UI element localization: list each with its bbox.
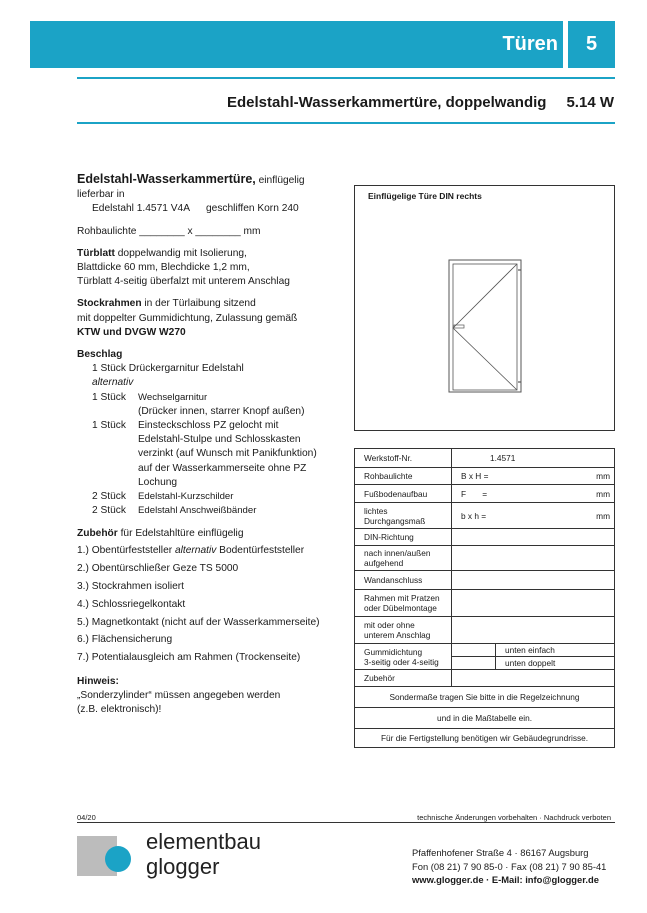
door-leaf-line1: doppelwandig mit Isolierung, [117, 247, 247, 259]
frame-label: Stockrahmen [77, 298, 142, 310]
section-title: Türen [502, 33, 558, 55]
hardware-item3-e: Lochung [138, 476, 178, 488]
divider-top [77, 77, 615, 79]
opening-value-cell[interactable] [452, 546, 615, 571]
seal-option-1: unten einfach [496, 644, 615, 657]
door-leaf-label: Türblatt [77, 247, 115, 259]
frame-mount-value-cell[interactable] [452, 590, 615, 617]
hardware-item2-a: Wechselgarnitur [138, 391, 208, 403]
finish: geschliffen Korn 240 [206, 203, 299, 215]
clear-value: b x h = [461, 510, 487, 521]
material: Edelstahl 1.4571 V4A [92, 203, 190, 215]
hardware-item3-b: Edelstahl-Stulpe und Schlosskasten [138, 434, 301, 446]
hardware-item3-qty: 1 Stück [92, 420, 126, 432]
frame-block [77, 297, 347, 340]
accessories-title: Zubehör [77, 528, 118, 540]
clear-label: lichtes Durchgangsmaß [355, 503, 452, 529]
raw-label: Rohbaulichte [355, 468, 452, 485]
figure-caption: Einflügelige Türe DIN rechts [368, 191, 482, 201]
door-leaf-block [77, 247, 347, 290]
web-line[interactable]: www.glogger.de · E-Mail: info@glogger.de [412, 874, 599, 885]
page-code: 5.14 W [566, 94, 614, 111]
company-address [412, 846, 615, 887]
din-value-cell[interactable] [452, 529, 615, 546]
product-title: Edelstahl-Wasserkammertüre, [77, 172, 256, 186]
version: 04/20 [77, 813, 96, 822]
product-block [77, 172, 347, 239]
note-title: Hinweis: [77, 676, 119, 688]
row-opening [355, 546, 615, 571]
floor-unit: mm [596, 488, 610, 499]
header-band [30, 21, 563, 68]
frame-line3: KTW und DVGW W270 [77, 326, 186, 338]
hardware-item3-a: Einsteckschloss PZ gelocht mit [138, 420, 279, 432]
material-label: Werkstoff-Nr. [355, 449, 452, 468]
wall-value-cell[interactable] [452, 571, 615, 590]
page-title-text: Edelstahl-Wasserkammertüre, doppelwandig [226, 94, 547, 111]
frame-line2: mit doppelter Gummidichtung, Zulassung gemäß [77, 312, 298, 324]
note-line1: „Sonderzylinder“ müssen angegeben werden [77, 690, 281, 702]
raw-value-cell[interactable] [452, 468, 615, 485]
hardware-title: Beschlag [77, 349, 123, 361]
row-wall [355, 571, 615, 590]
material-value-cell [452, 449, 615, 468]
floor-value: F = [461, 488, 488, 499]
row-note3 [355, 729, 615, 748]
accessory-item-3: 3.) Stockrahmen isoliert [77, 581, 185, 593]
row-frame [355, 590, 615, 617]
brand-name [146, 829, 261, 879]
row-raw [355, 468, 615, 485]
stop-label: mit oder ohne unterem Anschlag [355, 617, 452, 644]
stop-value-cell[interactable] [452, 617, 615, 644]
accessory-item-4: 4.) Schlossriegelkontakt [77, 598, 186, 610]
floor-value-cell[interactable] [452, 485, 615, 503]
frame-line1: in der Türlaibung sitzend [144, 298, 256, 310]
row-floor [355, 485, 615, 503]
address-line: Pfaffenhofener Straße 4 · 86167 Augsburg [412, 847, 589, 858]
row-din [355, 529, 615, 546]
wall-label: Wandanschluss [355, 571, 452, 590]
accessory-item-5: 5.) Magnetkontakt (nicht auf der Wasserkammerseite) [77, 616, 320, 628]
accessory-item-7: 7.) Potentialausgleich am Rahmen (Trockenseite) [77, 652, 301, 664]
seal-check-2[interactable] [452, 657, 496, 670]
page-title [227, 94, 614, 111]
raw-unit: mm [596, 471, 610, 481]
seal-option-2: unten doppelt [496, 657, 615, 670]
accessories-title-suffix: für Edelstahltüre einflügelig [120, 528, 244, 540]
clear-value-cell[interactable] [452, 503, 615, 529]
hardware-alternative: alternativ [92, 377, 134, 389]
phone-line: Fon (08 21) 7 90 85-0 · Fax (08 21) 7 90 85-41 [412, 860, 607, 872]
door-frame-outer [449, 260, 521, 392]
accessory-item-2: 2.) Obentürschließer Geze TS 5000 [77, 563, 239, 575]
table-note-2: und in die Maßtabelle ein. [355, 708, 615, 729]
hardware-item1: 1 Stück Drückergarnitur Edelstahl [92, 363, 244, 375]
extra-value-cell[interactable] [452, 670, 615, 687]
accessory-item-6: 6.) Flächensicherung [77, 634, 173, 646]
frame-mount-label: Rahmen mit Pratzen oder Dübelmontage [355, 590, 452, 617]
hardware-item5-qty: 2 Stück [92, 505, 126, 517]
din-label: DIN-Richtung [355, 529, 452, 546]
row-note2 [355, 708, 615, 729]
hardware-block [77, 348, 347, 518]
brand-line-1: elementbau [146, 829, 261, 854]
spec-table [354, 448, 615, 748]
material-value: 1.4571 [490, 453, 516, 463]
floor-label: Fußbodenaufbau [355, 485, 452, 503]
hardware-item4-qty: 2 Stück [92, 491, 126, 503]
row-seal-1 [355, 644, 615, 657]
logo-circle-icon [105, 846, 131, 872]
row-clear [355, 503, 615, 529]
table-note-3: Für die Fertigstellung benötigen wir Gebäudegrundrisse. [355, 729, 615, 748]
product-title-suffix: einflügelig [258, 175, 305, 186]
extra-label: Zubehör [355, 670, 452, 687]
hardware-item5: Edelstahl Anschweißbänder [138, 505, 257, 517]
raw-opening: Rohbaulichte ________ x ________ mm [77, 225, 261, 237]
clear-unit: mm [596, 510, 610, 521]
accessories-block [77, 526, 347, 667]
door-drawing [355, 186, 616, 432]
description-column [77, 172, 347, 718]
footer-notice: technische Änderungen vorbehalten · Nachdruck verboten [417, 813, 611, 822]
door-leaf-line3: Türblatt 4-seitig überfalzt mit unterem Anschlag [77, 276, 290, 288]
seal-label: Gummidichtung 3-seitig oder 4-seitig [355, 644, 452, 670]
opening-label: nach innen/außen aufgehend [355, 546, 452, 571]
note-block [77, 675, 347, 718]
divider-footer [77, 822, 615, 823]
hardware-item2-qty: 1 Stück [92, 391, 126, 403]
section-number: 5 [585, 33, 598, 55]
door-frame-inner [453, 264, 517, 390]
hardware-item3-d: auf der Wasserkammerseite ohne PZ [138, 462, 307, 474]
hardware-item2-b: (Drücker innen, starrer Knopf außen) [138, 405, 305, 417]
door-leaf-line2: Blattdicke 60 mm, Blechdicke 1,2 mm, [77, 262, 250, 274]
table-note-1: Sondermaße tragen Sie bitte in die Regelzeichnung [355, 687, 615, 708]
row-stop [355, 617, 615, 644]
material-line [77, 202, 347, 216]
note-line2: (z.B. elektronisch)! [77, 704, 162, 716]
row-extra [355, 670, 615, 687]
row-note1 [355, 687, 615, 708]
brand-line-2: glogger [146, 854, 220, 879]
section-number-box [568, 21, 615, 68]
divider-title [77, 122, 615, 124]
row-material [355, 449, 615, 468]
seal-check-1[interactable] [452, 644, 496, 657]
door-swing-lines [453, 264, 517, 390]
raw-value: B x H = [461, 471, 489, 481]
deliverable-in: lieferbar in [77, 189, 125, 201]
hardware-item4: Edelstahl-Kurzschilder [138, 491, 234, 503]
accessory-item-1: 1.) Obentürfeststeller alternativ Bodentürfeststeller [77, 545, 305, 557]
hardware-item3-c: verzinkt (auf Wunsch mit Panikfunktion) [138, 448, 317, 460]
door-drawing-box [354, 185, 615, 431]
